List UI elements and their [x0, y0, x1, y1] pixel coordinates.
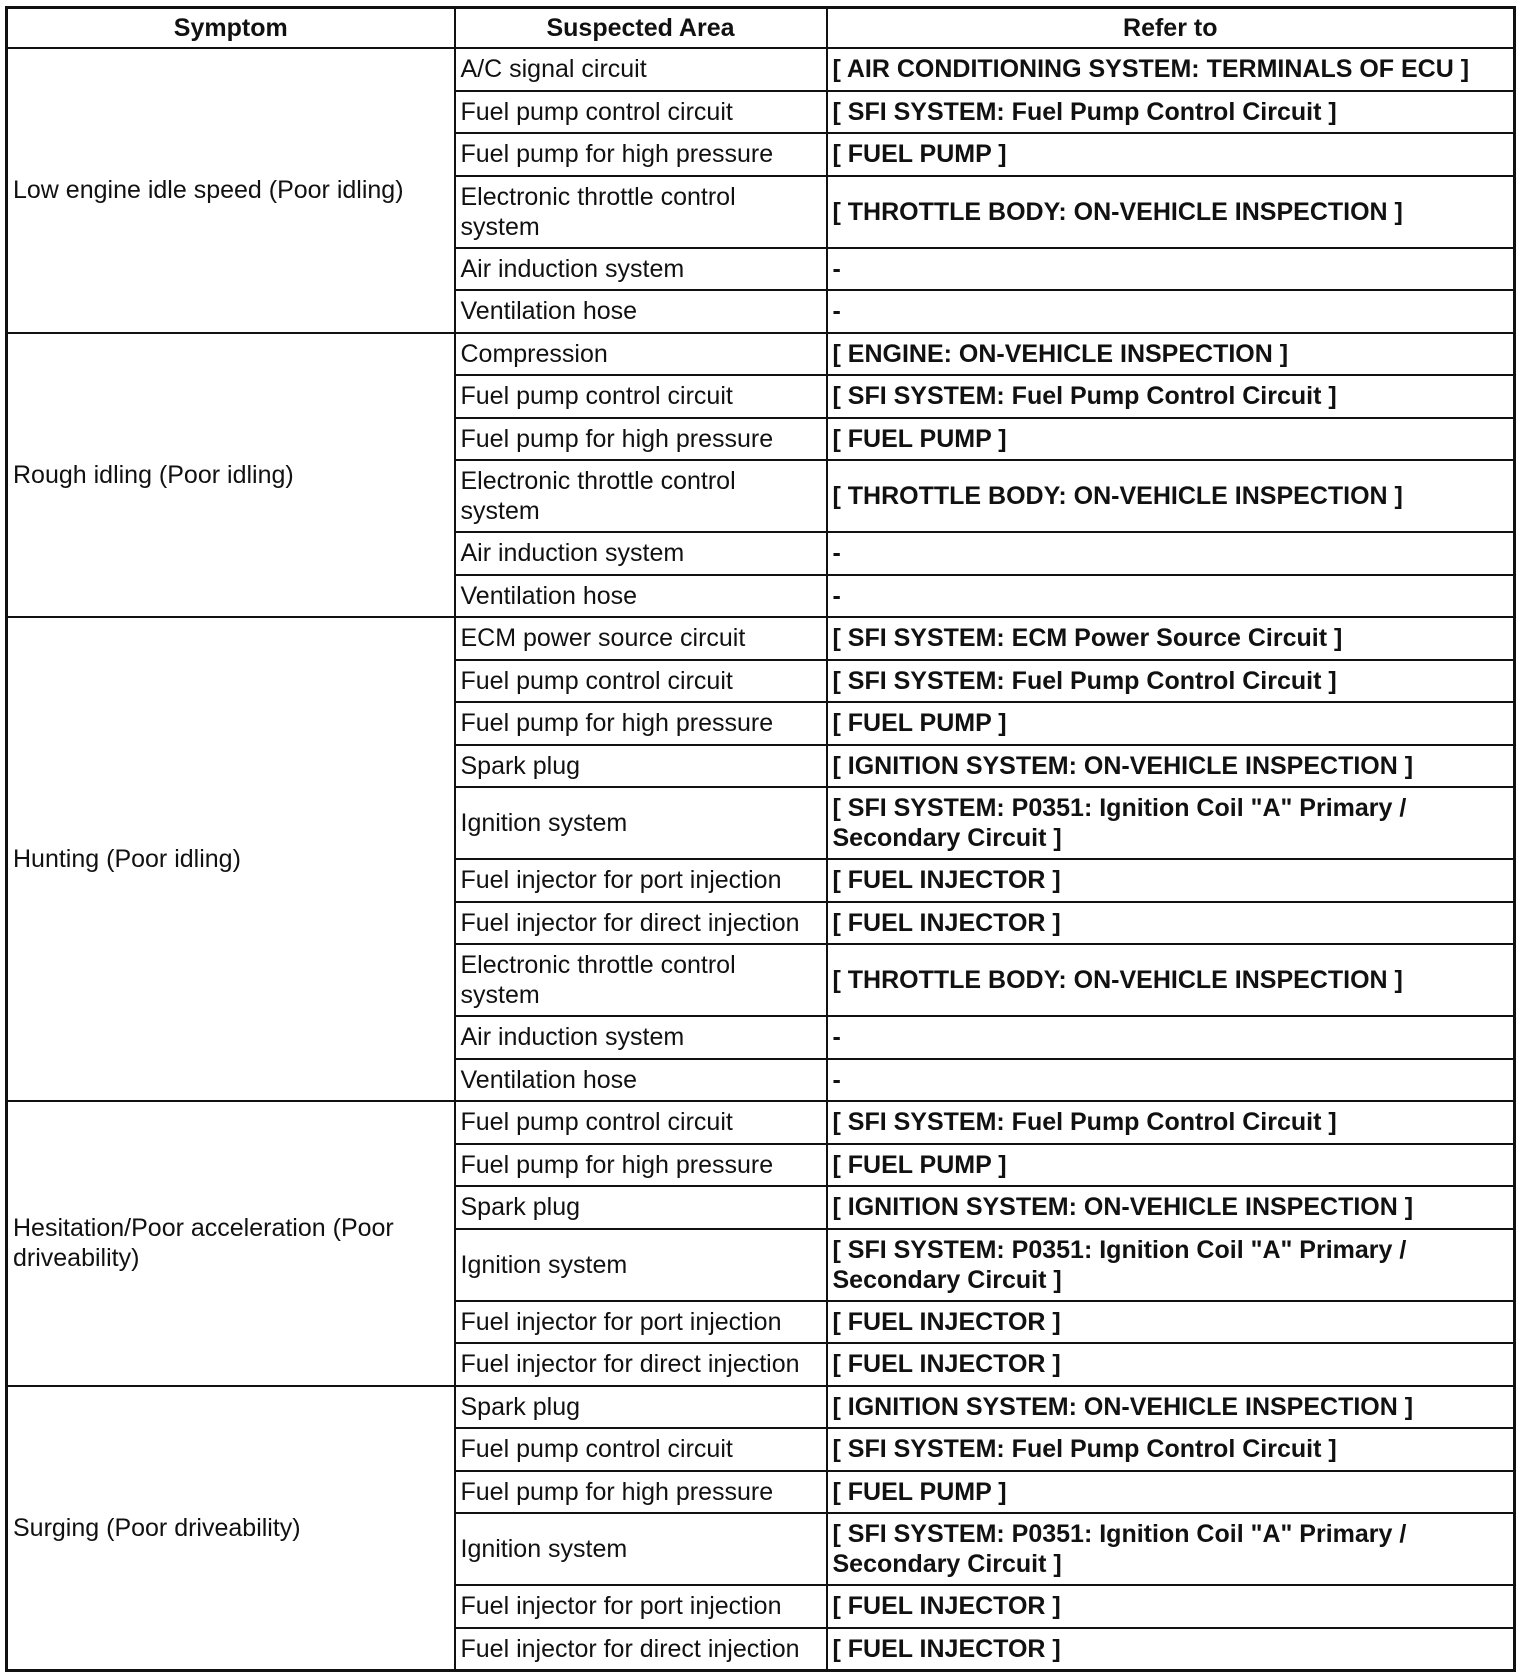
refer-to-cell[interactable]: [ FUEL INJECTOR ]: [827, 1585, 1515, 1628]
refer-to-cell[interactable]: [ SFI SYSTEM: P0351: Ignition Coil "A" Primary / Secondary Circuit ]: [827, 1229, 1515, 1301]
refer-to-cell[interactable]: [ FUEL PUMP ]: [827, 702, 1515, 745]
refer-to-cell[interactable]: [ SFI SYSTEM: Fuel Pump Control Circuit ]: [827, 375, 1515, 418]
refer-to-cell[interactable]: [ FUEL INJECTOR ]: [827, 1628, 1515, 1671]
suspected-area-cell: Fuel pump for high pressure: [455, 1471, 827, 1514]
suspected-area-cell: Spark plug: [455, 745, 827, 788]
suspected-area-cell: Fuel pump control circuit: [455, 375, 827, 418]
suspected-area-cell: Spark plug: [455, 1186, 827, 1229]
refer-to-cell[interactable]: [ SFI SYSTEM: ECM Power Source Circuit ]: [827, 617, 1515, 660]
suspected-area-cell: Fuel injector for direct injection: [455, 902, 827, 945]
suspected-area-cell: Compression: [455, 333, 827, 376]
symptom-table: [5, 6, 1516, 1672]
refer-to-cell[interactable]: [ THROTTLE BODY: ON-VEHICLE INSPECTION ]: [827, 460, 1515, 532]
table-body: [7, 48, 1515, 1670]
suspected-area-cell: Fuel pump for high pressure: [455, 418, 827, 461]
refer-to-cell[interactable]: [ SFI SYSTEM: P0351: Ignition Coil "A" Primary / Secondary Circuit ]: [827, 1513, 1515, 1585]
refer-to-cell[interactable]: [ SFI SYSTEM: P0351: Ignition Coil "A" Primary / Secondary Circuit ]: [827, 787, 1515, 859]
suspected-area-cell: Ignition system: [455, 1513, 827, 1585]
refer-to-cell: -: [827, 575, 1515, 618]
suspected-area-cell: Air induction system: [455, 532, 827, 575]
refer-to-cell: -: [827, 248, 1515, 291]
refer-to-cell[interactable]: [ FUEL PUMP ]: [827, 1144, 1515, 1187]
refer-to-cell[interactable]: [ FUEL PUMP ]: [827, 133, 1515, 176]
suspected-area-cell: Electronic throttle control system: [455, 176, 827, 248]
suspected-area-cell: Fuel pump control circuit: [455, 660, 827, 703]
suspected-area-cell: Ignition system: [455, 787, 827, 859]
refer-to-cell[interactable]: [ ENGINE: ON-VEHICLE INSPECTION ]: [827, 333, 1515, 376]
suspected-area-cell: Fuel injector for port injection: [455, 1301, 827, 1344]
refer-to-cell[interactable]: [ FUEL INJECTOR ]: [827, 902, 1515, 945]
suspected-area-cell: A/C signal circuit: [455, 48, 827, 91]
suspected-area-cell: Fuel pump for high pressure: [455, 133, 827, 176]
suspected-area-cell: Fuel injector for port injection: [455, 1585, 827, 1628]
refer-to-cell[interactable]: [ THROTTLE BODY: ON-VEHICLE INSPECTION ]: [827, 944, 1515, 1016]
refer-to-cell[interactable]: [ SFI SYSTEM: Fuel Pump Control Circuit ]: [827, 1101, 1515, 1144]
suspected-area-cell: Fuel pump for high pressure: [455, 1144, 827, 1187]
suspected-area-cell: Air induction system: [455, 1016, 827, 1059]
header-refer-to: Refer to: [827, 8, 1515, 49]
refer-to-cell[interactable]: [ IGNITION SYSTEM: ON-VEHICLE INSPECTION ]: [827, 1386, 1515, 1429]
table-row: [7, 1386, 1515, 1429]
suspected-area-cell: Ventilation hose: [455, 290, 827, 333]
suspected-area-cell: Ventilation hose: [455, 1059, 827, 1102]
refer-to-cell[interactable]: [ IGNITION SYSTEM: ON-VEHICLE INSPECTION ]: [827, 1186, 1515, 1229]
refer-to-cell: -: [827, 1059, 1515, 1102]
symptom-cell: Low engine idle speed (Poor idling): [7, 48, 455, 333]
refer-to-cell[interactable]: [ THROTTLE BODY: ON-VEHICLE INSPECTION ]: [827, 176, 1515, 248]
refer-to-cell: -: [827, 1016, 1515, 1059]
suspected-area-cell: Fuel pump control circuit: [455, 1101, 827, 1144]
refer-to-cell[interactable]: [ FUEL INJECTOR ]: [827, 859, 1515, 902]
refer-to-cell[interactable]: [ SFI SYSTEM: Fuel Pump Control Circuit ]: [827, 1428, 1515, 1471]
symptom-cell: Surging (Poor driveability): [7, 1386, 455, 1671]
header-suspected-area: Suspected Area: [455, 8, 827, 49]
symptom-cell: Hunting (Poor idling): [7, 617, 455, 1101]
table-row: [7, 48, 1515, 91]
refer-to-cell[interactable]: [ FUEL INJECTOR ]: [827, 1301, 1515, 1344]
suspected-area-cell: Fuel injector for direct injection: [455, 1628, 827, 1671]
suspected-area-cell: Fuel pump control circuit: [455, 91, 827, 134]
suspected-area-cell: Ventilation hose: [455, 575, 827, 618]
suspected-area-cell: Fuel injector for port injection: [455, 859, 827, 902]
suspected-area-cell: Fuel injector for direct injection: [455, 1343, 827, 1386]
suspected-area-cell: Electronic throttle control system: [455, 460, 827, 532]
refer-to-cell[interactable]: [ FUEL PUMP ]: [827, 1471, 1515, 1514]
table-row: [7, 617, 1515, 660]
symptom-cell: Hesitation/Poor acceleration (Poor driveability): [7, 1101, 455, 1386]
suspected-area-cell: Fuel pump control circuit: [455, 1428, 827, 1471]
refer-to-cell[interactable]: [ FUEL INJECTOR ]: [827, 1343, 1515, 1386]
symptom-cell: Rough idling (Poor idling): [7, 333, 455, 618]
refer-to-cell: -: [827, 532, 1515, 575]
refer-to-cell: -: [827, 290, 1515, 333]
table-row: [7, 333, 1515, 376]
suspected-area-cell: Ignition system: [455, 1229, 827, 1301]
header-symptom: Symptom: [7, 8, 455, 49]
refer-to-cell[interactable]: [ FUEL PUMP ]: [827, 418, 1515, 461]
refer-to-cell[interactable]: [ IGNITION SYSTEM: ON-VEHICLE INSPECTION ]: [827, 745, 1515, 788]
suspected-area-cell: Spark plug: [455, 1386, 827, 1429]
suspected-area-cell: Fuel pump for high pressure: [455, 702, 827, 745]
suspected-area-cell: Electronic throttle control system: [455, 944, 827, 1016]
suspected-area-cell: ECM power source circuit: [455, 617, 827, 660]
suspected-area-cell: Air induction system: [455, 248, 827, 291]
table-row: [7, 1101, 1515, 1144]
refer-to-cell[interactable]: [ AIR CONDITIONING SYSTEM: TERMINALS OF ECU ]: [827, 48, 1515, 91]
refer-to-cell[interactable]: [ SFI SYSTEM: Fuel Pump Control Circuit ]: [827, 91, 1515, 134]
refer-to-cell[interactable]: [ SFI SYSTEM: Fuel Pump Control Circuit ]: [827, 660, 1515, 703]
header-row: [7, 8, 1515, 49]
